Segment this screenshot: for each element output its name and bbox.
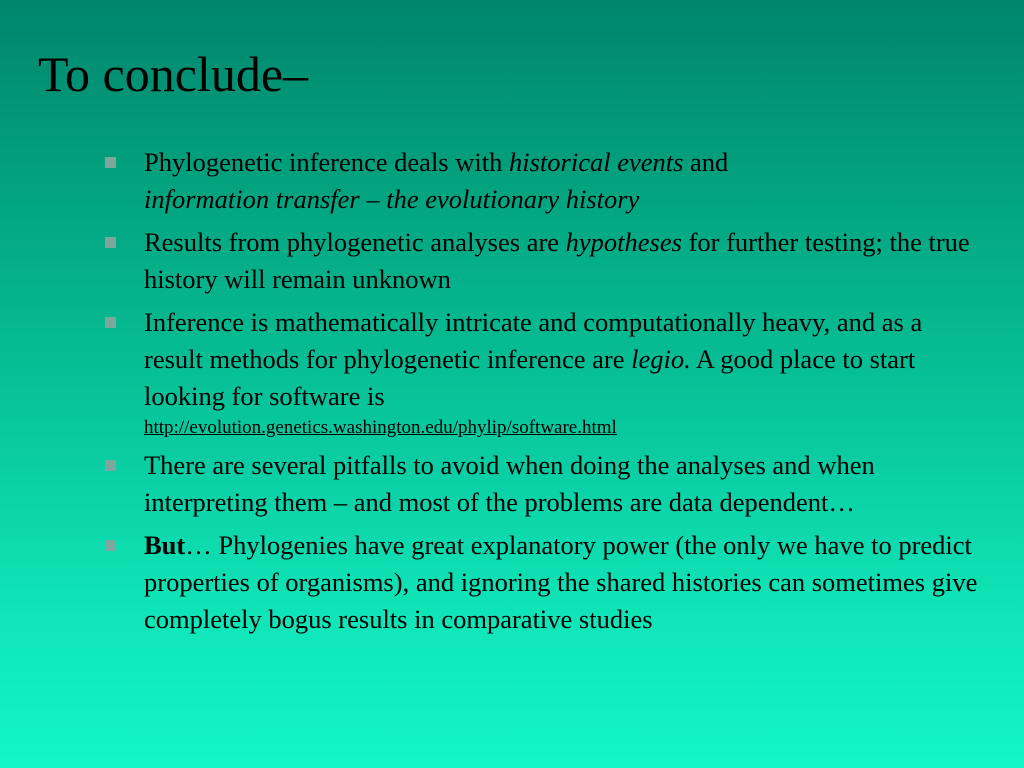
software-link[interactable]: http://evolution.genetics.washington.edu/phylip/software.html: [144, 417, 617, 438]
square-bullet-icon: [105, 460, 116, 471]
bullet-list: [104, 144, 984, 644]
bullet-text-italic: hypotheses: [565, 227, 682, 257]
bullet-item: [104, 224, 984, 298]
bullet-text-segment: for further testing; the true history will remain unknown: [144, 227, 970, 294]
square-bullet-icon: [105, 157, 116, 168]
bullet-text-segment: and: [683, 147, 729, 177]
square-bullet-icon: [105, 237, 116, 248]
bullet-item: [104, 144, 984, 218]
bullet-text-segment: Results from phylogenetic analyses are: [144, 227, 566, 257]
bullet-text: [144, 527, 984, 638]
bullet-text-segment: A good place to start looking for software is: [144, 344, 916, 411]
square-bullet-icon: [105, 317, 116, 328]
square-bullet-icon: [105, 540, 116, 551]
slide-title: To conclude–: [38, 46, 309, 102]
bullet-text-italic: legio.: [631, 344, 691, 374]
bullet-text-italic: historical events: [508, 147, 684, 177]
bullet-text: [144, 144, 984, 218]
bullet-text-bold: But: [144, 530, 186, 560]
bullet-text-segment: … Phylogenies have great explanatory power (the only we have to predict properties of organisms), and ignoring the shared histories can sometimes give completely bogus results in comparative studies: [144, 530, 978, 634]
bullet-text: [144, 304, 984, 415]
bullet-text: [144, 447, 984, 521]
bullet-text-italic: information transfer – the evolutionary history: [144, 184, 640, 214]
bullet-text-segment: There are several pitfalls to avoid when doing the analyses and when interpreting them – and most of the problems are data dependent…: [144, 450, 875, 517]
bullet-item: [104, 447, 984, 521]
bullet-text-segment: Inference is mathematically intricate and computationally heavy, and as a result methods for phylogenetic inference are: [144, 307, 923, 374]
bullet-item: [104, 304, 984, 441]
bullet-text-segment: Phylogenetic inference deals with: [144, 147, 509, 177]
bullet-text: [144, 224, 984, 298]
bullet-item: [104, 527, 984, 638]
